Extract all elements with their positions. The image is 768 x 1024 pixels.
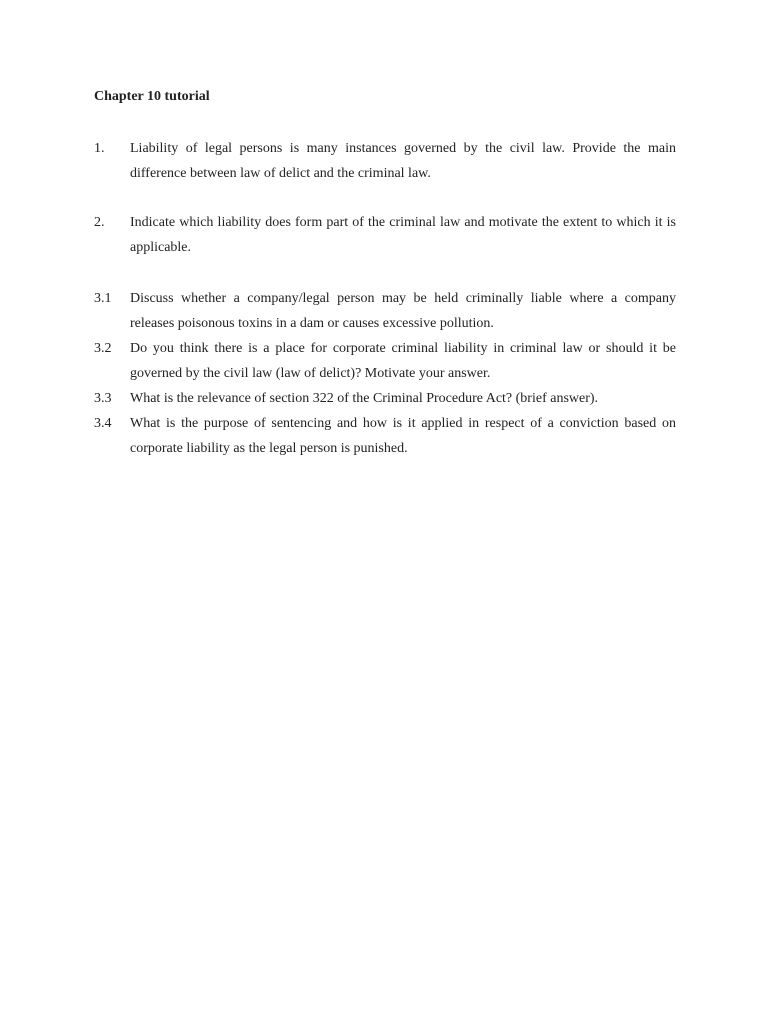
question-number: 2. xyxy=(94,215,105,230)
question-text: Liability of legal persons is many instances governed by the civil law. Provide the main difference between law of delict and the criminal law. xyxy=(130,141,676,181)
question-text: Indicate which liability does form part of the criminal law and motivate the extent to which it is applicable. xyxy=(130,215,676,255)
question-number: 3.4 xyxy=(94,416,112,431)
question-text: Discuss whether a company/legal person may be held criminally liable where a company releases poisonous toxins in a dam or causes excessive pollution. xyxy=(130,291,676,331)
question-text: What is the purpose of sentencing and how is it applied in respect of a conviction based on corporate liability as the legal person is punished. xyxy=(130,416,676,456)
question-number: 3.2 xyxy=(94,341,112,356)
question-item xyxy=(94,210,676,260)
question-item xyxy=(94,286,676,336)
question-number: 1. xyxy=(94,141,105,156)
question-number: 3.3 xyxy=(94,391,112,406)
question-item xyxy=(94,136,676,186)
question-item xyxy=(94,336,676,386)
question-item xyxy=(94,411,676,461)
question-text: What is the relevance of section 322 of the Criminal Procedure Act? (brief answer). xyxy=(130,391,599,406)
question-text: Do you think there is a place for corporate criminal liability in criminal law or should it be governed by the civil law (law of delict)? Motivate your answer. xyxy=(130,341,676,381)
document-title: Chapter 10 tutorial xyxy=(94,89,210,104)
question-item xyxy=(94,386,676,411)
question-number: 3.1 xyxy=(94,291,112,306)
